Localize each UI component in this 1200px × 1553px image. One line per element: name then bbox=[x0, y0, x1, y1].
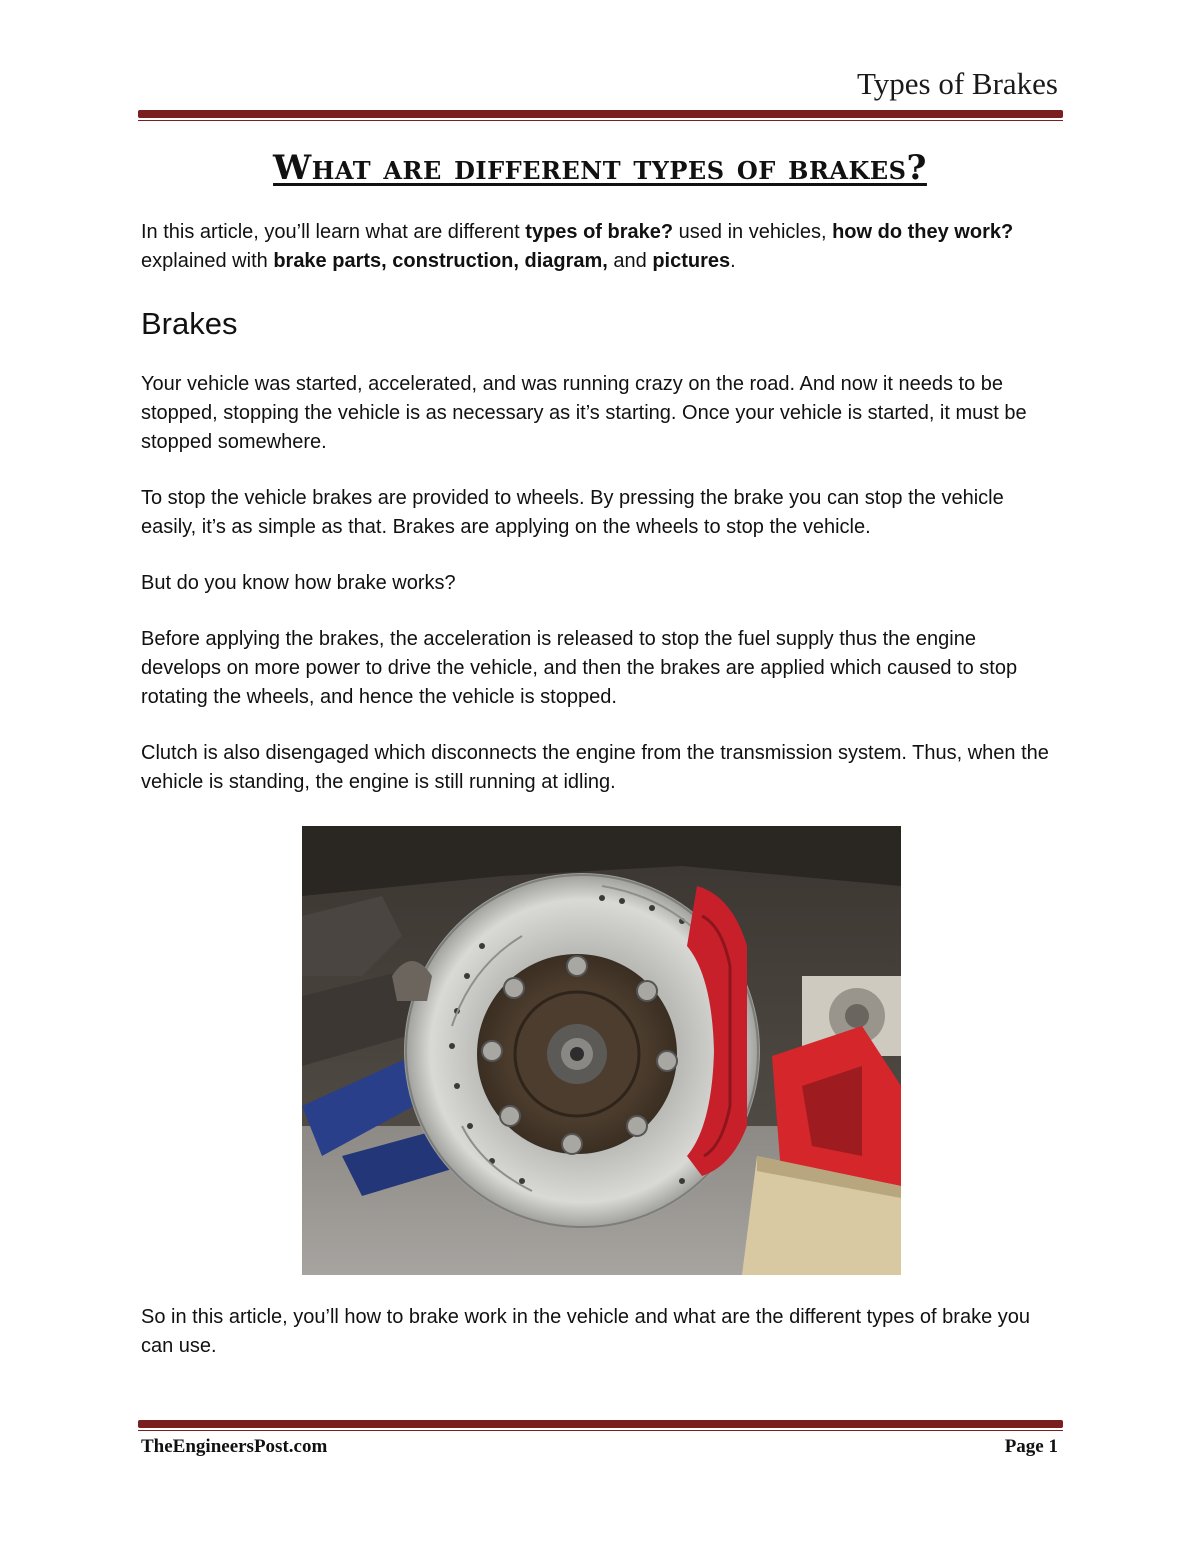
brake-disc-photo bbox=[302, 826, 901, 1275]
intro-run: and bbox=[607, 250, 653, 272]
article-body bbox=[141, 218, 1061, 824]
article-title: What are different types of brakes? bbox=[273, 148, 927, 188]
footer-site-name: TheEngineersPost.com bbox=[141, 1436, 328, 1457]
footer-rule bbox=[138, 1420, 1063, 1428]
intro-run: explained with bbox=[141, 250, 274, 272]
intro-run: pictures bbox=[652, 250, 731, 272]
header-rule-thin bbox=[138, 120, 1063, 121]
header-rule bbox=[138, 110, 1063, 118]
intro-run: In this article, you’ll learn what are different bbox=[141, 221, 526, 243]
closing-paragraph: So in this article, you’ll how to brake work in the vehicle and what are the different types of brake you can use. bbox=[141, 1306, 1031, 1357]
section-heading-brakes: Brakes bbox=[141, 306, 238, 341]
running-header-title: Types of Brakes bbox=[856, 66, 1058, 101]
intro-run: . bbox=[730, 250, 736, 272]
body-paragraph-5: Clutch is also disengaged which disconnects the engine from the transmission system. Thus, when the vehicle is standing, the engine is still running at idling. bbox=[141, 742, 1049, 793]
intro-run: how do they work? bbox=[832, 221, 1014, 243]
brake-disc-illustration bbox=[302, 826, 901, 1275]
body-paragraph-1: Your vehicle was started, accelerated, and was running crazy on the road. And now it needs to be stopped, stopping the vehicle is as necessary as it’s starting. Once your vehicle is started, it must be stopped somewhere. bbox=[141, 373, 1027, 453]
body-paragraph-4: Before applying the brakes, the acceleration is released to stop the fuel supply thus the engine develops on more power to drive the vehicle, and then the brakes are applied which caused to stop rotating the wheels, and hence the vehicle is stopped. bbox=[141, 628, 1018, 708]
intro-run: brake parts, construction, diagram, bbox=[273, 250, 608, 272]
intro-run: used in vehicles, bbox=[673, 221, 833, 243]
footer-rule-thin bbox=[138, 1430, 1063, 1431]
intro-paragraph bbox=[141, 218, 1061, 276]
intro-run: types of brake? bbox=[525, 221, 674, 243]
footer-page-number: Page 1 bbox=[1004, 1436, 1058, 1457]
body-paragraph-3: But do you know how brake works? bbox=[141, 572, 456, 594]
body-paragraph-2: To stop the vehicle brakes are provided to wheels. By pressing the brake you can stop the vehicle easily, it’s as simple as that. Brakes are applying on the wheels to stop the vehicle. bbox=[141, 487, 1004, 538]
